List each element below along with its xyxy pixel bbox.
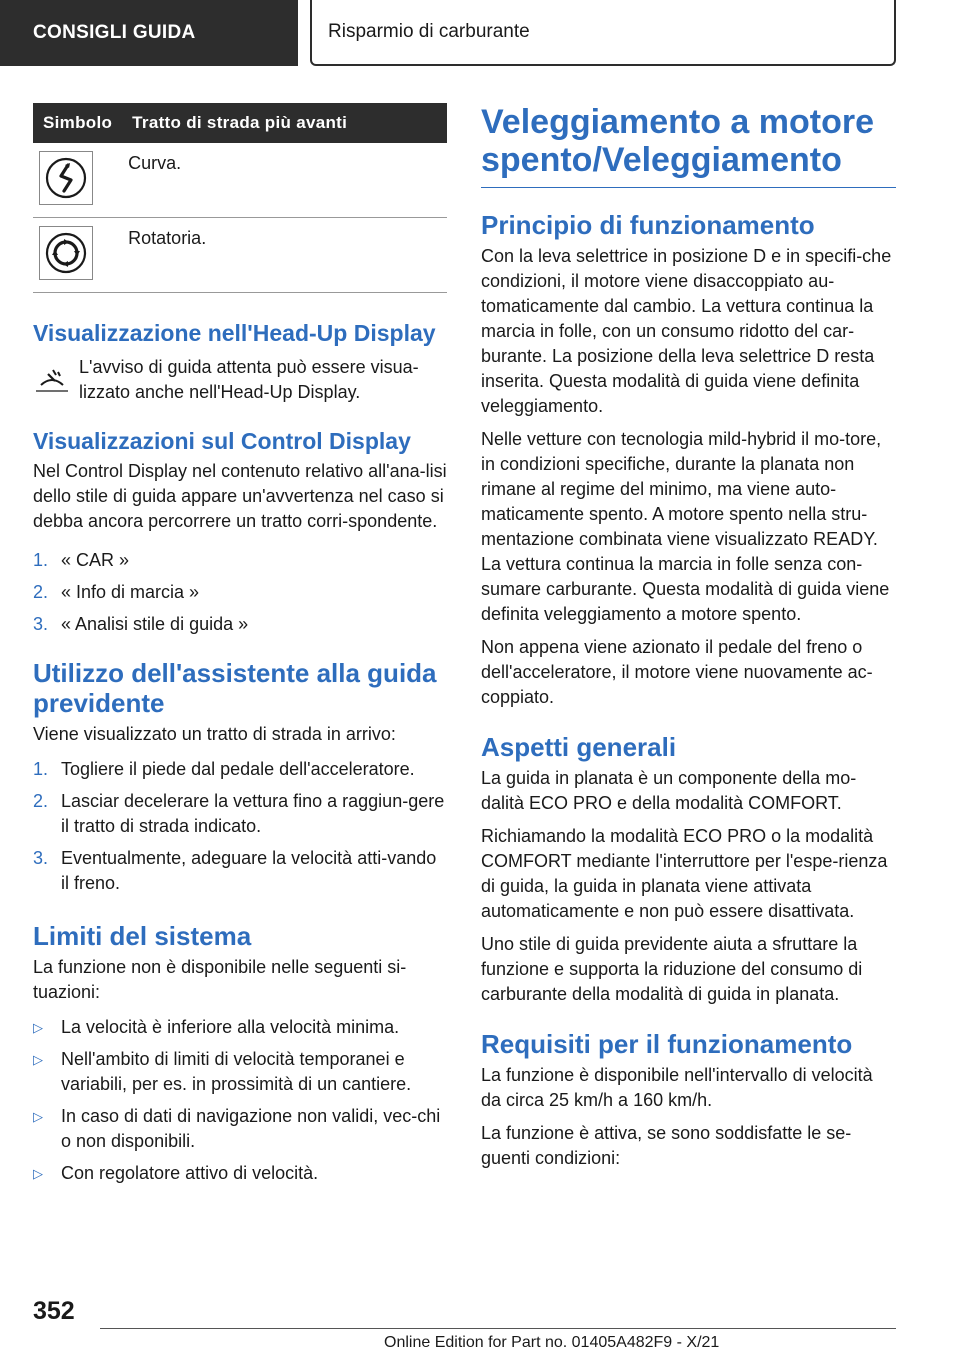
list-item	[33, 1104, 447, 1154]
curve-icon	[39, 151, 93, 205]
control-display-steps	[33, 548, 447, 637]
roundabout-icon	[39, 226, 93, 280]
symbol-table	[33, 103, 447, 293]
footer-divider	[100, 1328, 896, 1329]
step-text: « Analisi stile di guida »	[61, 614, 249, 634]
general-p1: La guida in planata è un componente della mo-dalità ECO PRO e della modalità COMFORT.	[481, 768, 857, 813]
header-topic-label: Risparmio di carburante	[328, 21, 530, 42]
step-number: 3.	[33, 614, 49, 634]
header-section	[0, 0, 298, 66]
left-column	[33, 103, 447, 1193]
limits-bullets	[33, 1015, 447, 1186]
list-item	[33, 580, 447, 605]
list-item	[33, 789, 447, 839]
list-item	[33, 757, 447, 782]
requirements-heading: Requisiti per il funzionamento	[481, 1029, 853, 1059]
hud-row	[33, 355, 447, 405]
page-number: 352	[33, 1297, 75, 1325]
principle-p3: Non appena viene azionato il pedale del freno o dell'acceleratore, il motore viene nuovamente ac-coppiato.	[481, 637, 873, 707]
bullet-text: In caso di dati di navigazione non validi, vec-chi o non disponibili.	[61, 1106, 441, 1151]
step-text: « Info di marcia »	[61, 582, 200, 602]
header-topic	[310, 0, 896, 66]
requirements-p2: La funzione è attiva, se sono soddisfatte le se-guenti condizioni:	[481, 1123, 852, 1168]
hud-heading: Visualizzazione nell'Head-Up Display	[33, 320, 436, 346]
bullet-triangle-icon: ▷	[33, 1020, 43, 1035]
list-item	[33, 612, 447, 637]
step-number: 1.	[33, 550, 49, 570]
hud-text: L'avviso di guida attenta può essere visua-lizzato anche nell'Head-Up Display.	[79, 357, 419, 402]
control-display-text: Nel Control Display nel contenuto relativo all'ana-lisi dello stile di guida appare un'avvertenza nel caso si debba ancora percorrere un tratto corri-spondente.	[33, 461, 447, 531]
control-display-heading: Visualizzazioni sul Control Display	[33, 428, 411, 454]
bullet-text: Con regolatore attivo di velocità.	[61, 1163, 319, 1183]
principle-p2: Nelle vetture con tecnologia mild-hybrid il mo-tore, in condizioni specifiche, durante la planata non rimane al regime del minimo, ma viene auto-maticamente spento. A motore spento nella stru-mentazione combinata viene visualizzato READY. La vettura continua la marcia in folle senza con-sumare carburante. Questa modalità di guida viene definita veleggiamento a motore spento.	[481, 429, 890, 624]
step-number: 2.	[33, 791, 49, 811]
bullet-text: La velocità è inferiore alla velocità minima.	[61, 1017, 400, 1037]
footer-edition: Online Edition for Part no. 01405A482F9 - X/21	[384, 1334, 720, 1351]
general-p3: Uno stile di guida previdente aiuta a sfruttare la funzione e supporta la riduzione del consumo di carburante della modalità di guida in planata.	[481, 934, 863, 1004]
road-column-header: Tratto di strada più avanti	[122, 103, 447, 143]
bullet-triangle-icon: ▷	[33, 1166, 43, 1181]
step-text: Eventualmente, adeguare la velocità atti-vando il freno.	[61, 848, 437, 893]
step-text: Togliere il piede dal pedale dell'acceleratore.	[61, 759, 415, 779]
list-item	[33, 1047, 447, 1097]
step-text: Lasciar decelerare la vettura fino a raggiun-gere il tratto di strada indicato.	[61, 791, 445, 836]
table-row	[33, 218, 447, 293]
roundabout-label: Rotatoria.	[122, 218, 447, 293]
table-row	[33, 143, 447, 218]
assistant-heading: Utilizzo dell'assistente alla guida previdente	[33, 658, 437, 718]
symbol-column-header: Simbolo	[33, 103, 122, 143]
list-item	[33, 1161, 447, 1186]
list-item	[33, 846, 447, 896]
step-number: 2.	[33, 582, 49, 602]
assistant-steps	[33, 757, 447, 896]
curve-label: Curva.	[122, 143, 447, 218]
general-p2: Richiamando la modalità ECO PRO o la modalità COMFORT mediante l'interruttore per l'espe-rienza di guida, la guida in planata viene attivata automaticamente e non può essere disattivata.	[481, 826, 888, 921]
header-section-label: CONSIGLI GUIDA	[33, 22, 196, 43]
right-column	[481, 103, 896, 1171]
principle-p1: Con la leva selettrice in posizione D e in specifi-che condizioni, il motore viene disaccoppiato au-tomaticamente dal cambio. La vettura continua la marcia in folle, con un consumo ridotto del car-burante. La posizione della leva selettrice D resta inserita. Questa modalità di guida viene definita veleggiamento.	[481, 246, 892, 416]
step-text: « CAR »	[61, 550, 130, 570]
hud-warning-icon	[33, 359, 71, 397]
general-heading: Aspetti generali	[481, 732, 677, 762]
symbol-table-header	[33, 103, 447, 143]
principle-heading: Principio di funzionamento	[481, 210, 815, 240]
assistant-intro: Viene visualizzato un tratto di strada in arrivo:	[33, 724, 396, 744]
step-number: 1.	[33, 759, 49, 779]
list-item	[33, 1015, 447, 1040]
bullet-triangle-icon: ▷	[33, 1052, 43, 1067]
limits-intro: La funzione non è disponibile nelle seguenti si-tuazioni:	[33, 957, 407, 1002]
bullet-text: Nell'ambito di limiti di velocità temporanei e variabili, per es. in prossimità di un cantiere.	[61, 1049, 412, 1094]
list-item	[33, 548, 447, 573]
limits-heading: Limiti del sistema	[33, 921, 252, 951]
sailing-title: Veleggiamento a motore spento/Veleggiamento	[481, 103, 896, 188]
step-number: 3.	[33, 848, 49, 868]
bullet-triangle-icon: ▷	[33, 1109, 43, 1124]
requirements-p1: La funzione è disponibile nell'intervallo di velocità da circa 25 km/h a 160 km/h.	[481, 1065, 873, 1110]
